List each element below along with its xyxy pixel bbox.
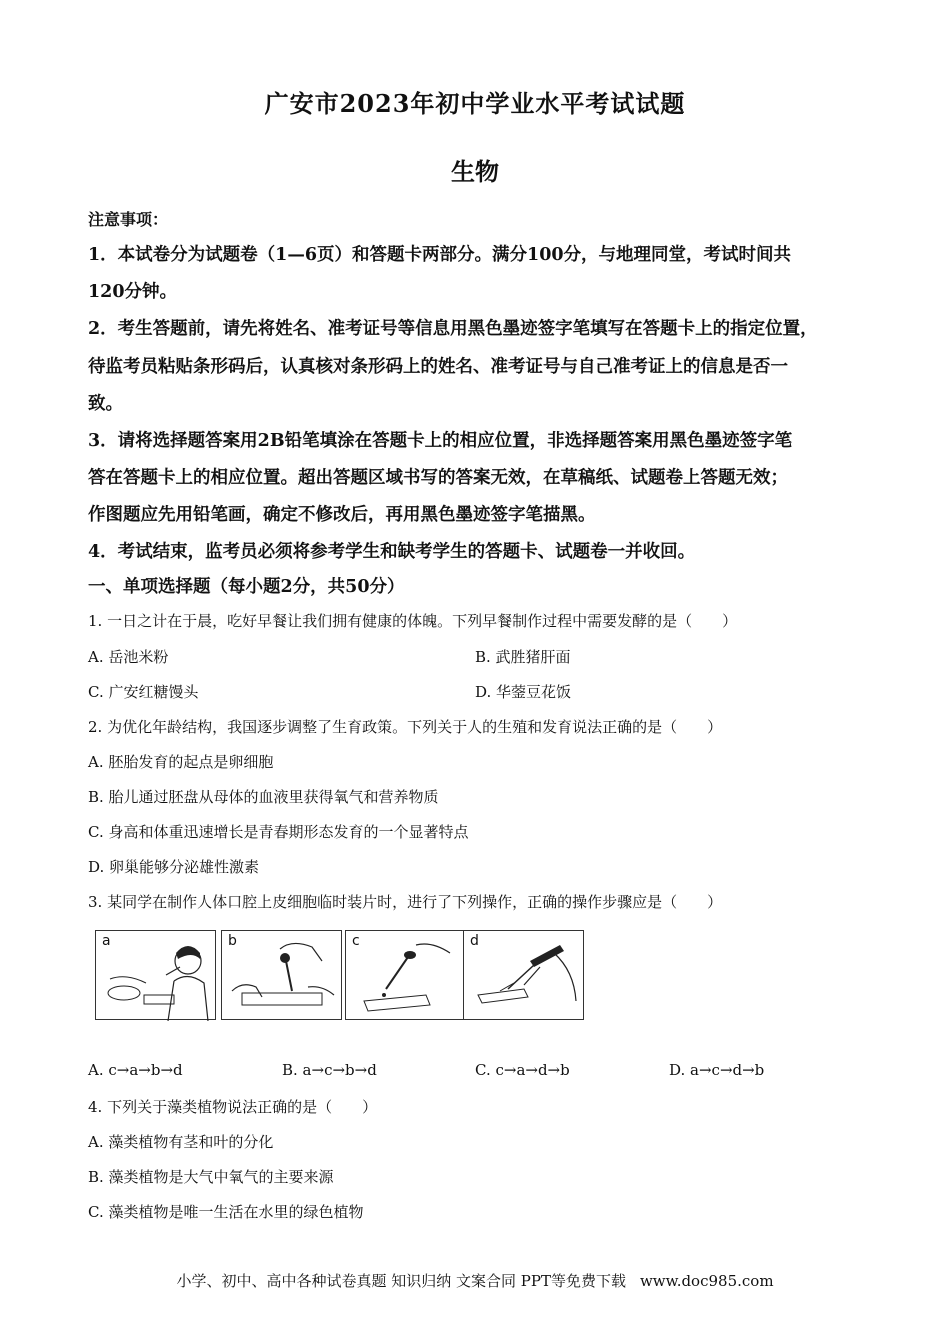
question-2-stem: 2. 为优化年龄结构，我国逐步调整了生育政策。下列关于人的生殖和发育说法正确的是（ ） bbox=[88, 718, 723, 736]
page-footer bbox=[0, 1270, 950, 1291]
figure-label: a bbox=[102, 933, 111, 949]
question-2-option-b: B. 胎儿通过胚盘从母体的血液里获得氧气和营养物质 bbox=[88, 788, 439, 806]
question-3-option-c: C. c→a→d→b bbox=[475, 1061, 570, 1079]
figure-label: b bbox=[228, 933, 237, 949]
figure-panel-c bbox=[345, 930, 466, 1020]
question-3-option-b: B. a→c→b→d bbox=[282, 1061, 377, 1079]
subject-title: 生物 bbox=[451, 157, 499, 186]
footer-text: 小学、初中、高中各种试卷真题 知识归纳 文案合同 PPT等免费下载 bbox=[176, 1272, 626, 1290]
figure-label: d bbox=[470, 933, 479, 949]
question-3-option-d: D. a→c→d→b bbox=[669, 1061, 765, 1079]
question-2-option-c: C. 身高和体重迅速增长是青春期形态发育的一个显著特点 bbox=[88, 823, 469, 841]
figure-panel-a bbox=[95, 930, 216, 1020]
swab-cheek-illustration bbox=[96, 931, 217, 1021]
notice-line: 答在答题卡上的相应位置。超出答题区域书写的答案无效，在草稿纸、试题卷上答题无效； bbox=[88, 468, 788, 488]
question-2-option-d: D. 卵巢能够分泌雄性激素 bbox=[88, 858, 260, 876]
notice-line: 3．请将选择题答案用2B铅笔填涂在答题卡上的相应位置，非选择题答案用黑色墨迹签字笔 bbox=[88, 431, 793, 451]
question-3-option-a: A. c→a→b→d bbox=[88, 1061, 183, 1079]
question-4-stem: 4. 下列关于藻类植物说法正确的是（ ） bbox=[88, 1098, 378, 1116]
figure-label: c bbox=[352, 933, 360, 949]
notice-line: 120分钟。 bbox=[88, 282, 178, 302]
question-1-option-d: D. 华蓥豆花饭 bbox=[475, 683, 572, 701]
notice-line: 1．本试卷分为试题卷（1—6页）和答题卡两部分。满分100分，与地理同堂，考试时间共 bbox=[88, 245, 792, 265]
drip-liquid-illustration bbox=[346, 931, 467, 1021]
notice-line: 2．考生答题前，请先将姓名、准考证号等信息用黑色墨迹签字笔填写在答题卡上的指定位置， bbox=[88, 319, 818, 339]
question-1-stem: 1. 一日之计在于晨，吃好早餐让我们拥有健康的体魄。下列早餐制作过程中需要发酵的是（ ） bbox=[88, 612, 738, 630]
dropper-slide-illustration bbox=[222, 931, 343, 1021]
cover-slip-illustration bbox=[464, 931, 585, 1021]
figure-panel-d bbox=[463, 930, 584, 1020]
question-4-option-b: B. 藻类植物是大气中氧气的主要来源 bbox=[88, 1168, 334, 1186]
question-1-option-a: A. 岳池米粉 bbox=[88, 648, 169, 666]
question-4-option-c: C. 藻类植物是唯一生活在水里的绿色植物 bbox=[88, 1203, 364, 1221]
notice-line: 待监考员粘贴条形码后，认真核对条形码上的姓名、准考证号与自己准考证上的信息是否一 bbox=[88, 357, 788, 377]
question-4-option-a: A. 藻类植物有茎和叶的分化 bbox=[88, 1133, 274, 1151]
question-2-option-a: A. 胚胎发育的起点是卵细胞 bbox=[88, 753, 274, 771]
notice-line: 4．考试结束，监考员必须将参考学生和缺考学生的答题卡、试题卷一并收回。 bbox=[88, 542, 696, 562]
notice-line: 致。 bbox=[88, 394, 123, 414]
footer-site-link[interactable]: www.doc985.com bbox=[639, 1272, 774, 1290]
exam-title: 广安市2023年初中学业水平考试试题 bbox=[264, 89, 686, 118]
notice-line: 作图题应先用铅笔画，确定不修改后，再用黑色墨迹签字笔描黑。 bbox=[88, 505, 596, 525]
question-3-stem: 3. 某同学在制作人体口腔上皮细胞临时装片时，进行了下列操作，正确的操作步骤应是（ ） bbox=[88, 893, 723, 911]
question-1-option-b: B. 武胜猪肝面 bbox=[475, 648, 571, 666]
section-heading: 一、单项选择题（每小题2分，共50分） bbox=[88, 577, 405, 597]
notice-heading: 注意事项： bbox=[88, 210, 169, 229]
figure-panel-b bbox=[221, 930, 342, 1020]
question-1-option-c: C. 广安红糖馒头 bbox=[88, 683, 199, 701]
